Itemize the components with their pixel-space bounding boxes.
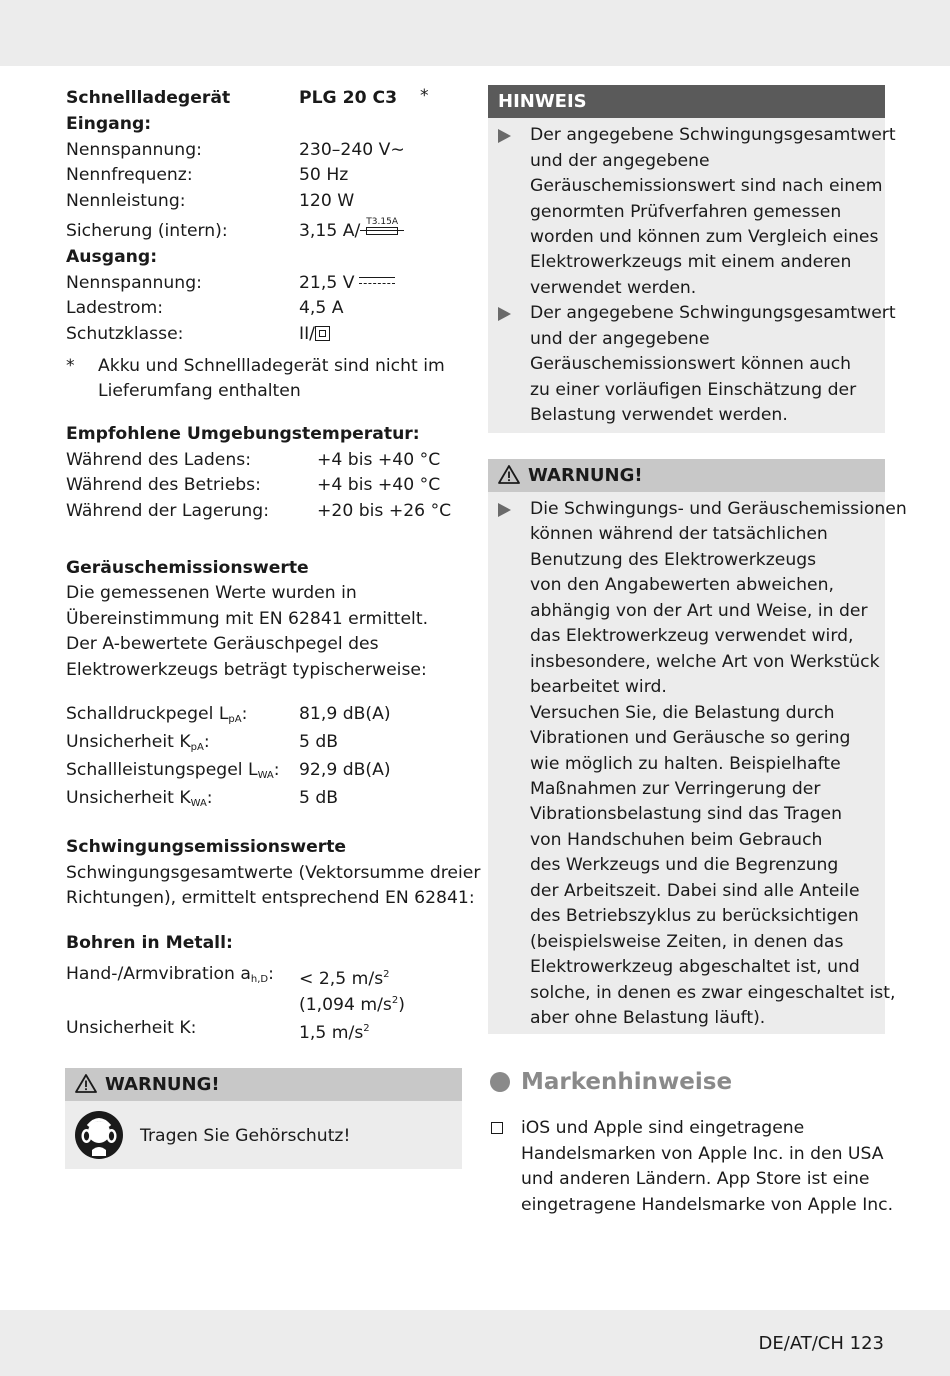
warning-right-line: des Betriebszyklus zu berücksichtigen bbox=[530, 906, 859, 927]
specs-title: Schnellladegerät bbox=[66, 88, 231, 108]
warning-right-line: Vibrationsbelastung sind das Tragen bbox=[530, 804, 842, 825]
noise-text: Elektrowerkzeugs beträgt typischerweise: bbox=[66, 660, 427, 680]
specs-asterisk: * bbox=[420, 86, 429, 106]
hand-vibration-value: < 2,5 $m/s^2$ bbox=[299, 969, 390, 989]
noise-value: 92,9 dB(A) bbox=[299, 760, 391, 780]
spec-value-class: II/ bbox=[299, 322, 330, 347]
bullet-triangle-icon bbox=[498, 129, 511, 143]
hinweis-line: Elektrowerkzeugs mit einem anderen bbox=[530, 252, 852, 272]
warning-right-line: Benutzung des Elektrowerkzeugs bbox=[530, 549, 817, 570]
hinweis-line: Der angegebene Schwingungsgesamtwert bbox=[530, 303, 896, 323]
hinweis-line: genormten Prüfverfahren gemessen bbox=[530, 202, 842, 222]
hinweis-line: Belastung verwendet werden. bbox=[530, 405, 788, 425]
temp-label: Während des Betriebs: bbox=[66, 475, 261, 495]
warning-left-text: Tragen Sie Gehörschutz! bbox=[140, 1126, 351, 1146]
warning-right-line: Vibrationen und Geräusche so gering bbox=[530, 728, 851, 749]
vibration-text: Schwingungsgesamtwerte (Vektorsumme dreier bbox=[66, 863, 481, 883]
warning-right-line: der Arbeitszeit. Dabei sind alle Anteile bbox=[530, 880, 860, 901]
warning-right-line: Maßnahmen zur Verringerung der bbox=[530, 778, 821, 799]
warning-right-line: des Werkzeugs und die Begrenzung bbox=[530, 855, 839, 876]
warning-right-line: Elektrowerkzeug abgeschaltet ist, und bbox=[530, 957, 860, 978]
trademarks-heading: Markenhinweise bbox=[521, 1069, 733, 1095]
noise-text: Übereinstimmung mit EN 62841 ermittelt. bbox=[66, 609, 429, 629]
warning-right-title: WARNUNG! bbox=[528, 465, 643, 486]
warning-right-line: Versuchen Sie, die Belastung durch bbox=[530, 702, 835, 723]
hearing-protection-icon bbox=[74, 1110, 124, 1160]
page-footer: DE/AT/CH 123 bbox=[758, 1333, 884, 1354]
noise-label: Unsicherheit $K_{WA}$: bbox=[66, 788, 213, 809]
noise-text: Die gemessenen Werte wurden in bbox=[66, 583, 357, 603]
section-bullet-icon bbox=[490, 1072, 510, 1092]
hinweis-header: HINWEIS bbox=[488, 85, 885, 118]
warning-right-line: abhängig von der Art und Weise, in der bbox=[530, 600, 868, 621]
spec-label: Schutzklasse: bbox=[66, 324, 184, 344]
spec-value-fuse: 3,15 A/ T3.15A bbox=[299, 219, 404, 244]
noise-label: Schalldruckpegel $L_{pA}$: bbox=[66, 704, 248, 725]
temp-value: +4 bis +40 °C bbox=[317, 475, 441, 495]
warning-right-line: aber ohne Belastung läuft). bbox=[530, 1008, 766, 1028]
hinweis-line: Geräuschemissionswert können auch bbox=[530, 354, 852, 374]
hinweis-line: und der angegebene bbox=[530, 151, 710, 171]
hinweis-line: worden und können zum Vergleich eines bbox=[530, 227, 879, 247]
drill-heading: Bohren in Metall: bbox=[66, 933, 233, 953]
noise-value: 5 dB bbox=[299, 788, 339, 808]
trademarks-line: eingetragene Handelsmarke von Apple Inc. bbox=[521, 1195, 894, 1215]
temp-value: +20 bis +26 °C bbox=[317, 501, 452, 521]
spec-value-dc: 21,5 V bbox=[299, 271, 395, 296]
temp-label: Während des Ladens: bbox=[66, 450, 251, 470]
uncertainty-label: Unsicherheit K: bbox=[66, 1018, 197, 1038]
trademarks-line: Handelsmarken von Apple Inc. in den USA bbox=[521, 1144, 884, 1164]
warning-right-line: solche, in denen es zwar eingeschaltet ist, bbox=[530, 982, 896, 1003]
note-line: Akku und Schnellladegerät sind nicht im bbox=[98, 356, 445, 376]
output-heading: Ausgang: bbox=[66, 247, 158, 267]
trademarks-line: und anderen Ländern. App Store ist eine bbox=[521, 1169, 870, 1189]
note-line: Lieferumfang enthalten bbox=[98, 381, 301, 401]
spec-value: 50 Hz bbox=[299, 165, 349, 185]
warning-left-title: WARNUNG! bbox=[105, 1074, 220, 1095]
hinweis-line: Der angegebene Schwingungsgesamtwert bbox=[530, 125, 896, 145]
protection-class-icon bbox=[315, 326, 330, 341]
hinweis-line: und der angegebene bbox=[530, 329, 710, 349]
warning-right-line: bearbeitet wird. bbox=[530, 677, 667, 698]
input-heading: Eingang: bbox=[66, 114, 152, 134]
hand-vibration-label: Hand-/Armvibration $a_{h,D}$: bbox=[66, 964, 274, 985]
spec-label: Ladestrom: bbox=[66, 298, 164, 318]
warning-right-line: Die Schwingungs- und Geräuschemissionen bbox=[530, 499, 907, 519]
warning-right-line: insbesondere, welche Art von Werkstück bbox=[530, 651, 880, 672]
warning-right-line: das Elektrowerkzeug verwendet wird, bbox=[530, 626, 854, 647]
temp-value: +4 bis +40 °C bbox=[317, 450, 441, 470]
spec-label: Nennleistung: bbox=[66, 191, 186, 211]
hinweis-line: Geräuschemissionswert sind nach einem bbox=[530, 176, 883, 196]
trademarks-line: iOS und Apple sind eingetragene bbox=[521, 1118, 805, 1138]
warning-right-header bbox=[488, 459, 885, 492]
spec-value: 4,5 A bbox=[299, 298, 344, 318]
vibration-text: Richtungen), ermittelt entsprechend EN 62841: bbox=[66, 888, 475, 908]
warning-triangle-icon bbox=[75, 1074, 97, 1093]
fuse-symbol-icon: T3.15A bbox=[360, 223, 404, 237]
specs-model: PLG 20 C3 bbox=[299, 88, 398, 108]
noise-value: 81,9 dB(A) bbox=[299, 704, 391, 724]
noise-value: 5 dB bbox=[299, 732, 339, 752]
warning-right-line: von den Angabewerten abweichen, bbox=[530, 575, 834, 596]
dc-symbol-icon bbox=[359, 277, 395, 287]
spec-label: Nennfrequenz: bbox=[66, 165, 193, 185]
bullet-triangle-icon bbox=[498, 503, 511, 517]
uncertainty-value: 1,5 $m/s^2$ bbox=[299, 1023, 370, 1043]
warning-triangle-icon bbox=[498, 465, 520, 484]
note-star: * bbox=[66, 356, 75, 376]
noise-text: Der A-bewertete Geräuschpegel des bbox=[66, 634, 379, 654]
checkbox-bullet-icon bbox=[491, 1122, 503, 1134]
spec-label: Nennspannung: bbox=[66, 140, 202, 160]
spec-value: 230–240 V∼ bbox=[299, 140, 405, 160]
hinweis-line: verwendet werden. bbox=[530, 278, 697, 298]
spec-value: 120 W bbox=[299, 191, 355, 211]
warning-right-line: wie möglich zu halten. Beispielhafte bbox=[530, 753, 841, 774]
spec-label: Nennspannung: bbox=[66, 273, 202, 293]
temp-label: Während der Lagerung: bbox=[66, 501, 270, 521]
spec-label: Sicherung (intern): bbox=[66, 221, 228, 241]
temperature-heading: Empfohlene Umgebungstemperatur: bbox=[66, 424, 420, 444]
hand-vibration-value2: (1,094 $m/s^2$) bbox=[299, 995, 405, 1015]
vibration-heading: Schwingungsemissionswerte bbox=[66, 837, 347, 857]
warning-left-header bbox=[65, 1068, 462, 1101]
bullet-triangle-icon bbox=[498, 307, 511, 321]
noise-label: Schallleistungspegel $L_{WA}$: bbox=[66, 760, 280, 781]
warning-right-line: von Handschuhen beim Gebrauch bbox=[530, 829, 823, 850]
warning-right-line: (beispielsweise Zeiten, in denen das bbox=[530, 931, 844, 952]
noise-label: Unsicherheit $K_{pA}$: bbox=[66, 732, 210, 753]
top-band bbox=[0, 0, 950, 66]
hinweis-line: zu einer vorläufigen Einschätzung der bbox=[530, 380, 857, 400]
noise-heading: Geräuschemissionswerte bbox=[66, 558, 309, 578]
warning-right-line: können während der tatsächlichen bbox=[530, 524, 828, 545]
